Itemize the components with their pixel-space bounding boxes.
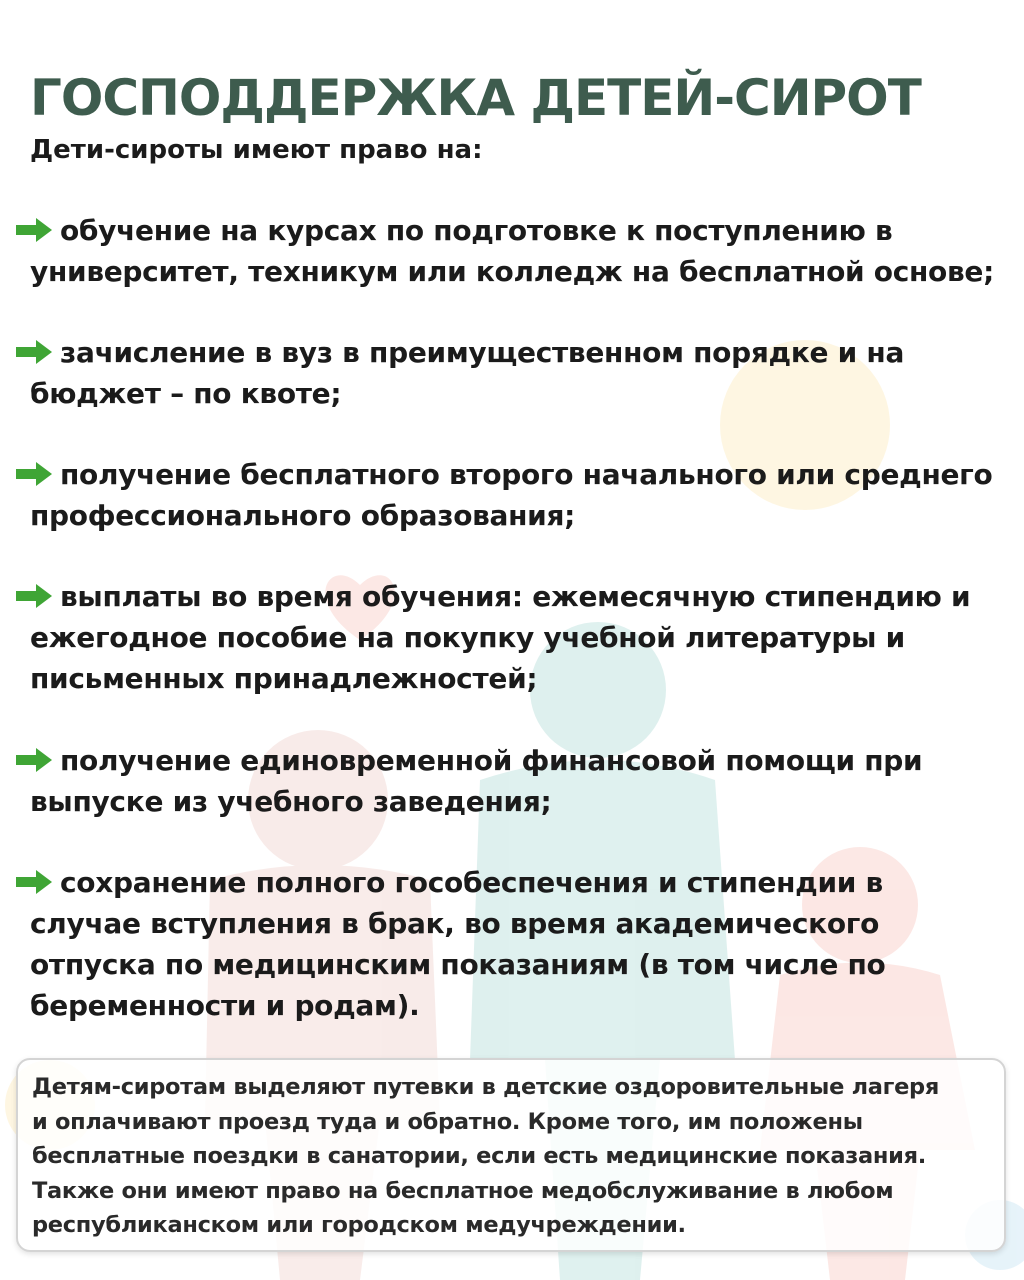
note-line: и оплачивают проезд туда и обратно. Кроме того, им положены — [32, 1108, 863, 1135]
arrow-right-icon — [14, 747, 54, 773]
right-item — [14, 740, 1004, 822]
right-item-text-cont: бюджет – по квоте; — [30, 377, 342, 410]
note-line: республиканском или городском медучреждении. — [32, 1212, 686, 1238]
arrow-right-icon — [14, 583, 54, 609]
right-item-text: выплаты во время обучения: ежемесячную стипендию и — [60, 580, 971, 613]
right-item-text-cont: университет, техникум или колледж на бесплатной основе; — [30, 255, 994, 288]
right-item-text-cont: выпуске из учебного заведения; — [30, 785, 552, 818]
page-title: ГОСПОДДЕРЖКА ДЕТЕЙ-СИРОТ — [30, 69, 921, 127]
right-item-text-cont: ежегодное пособие на покупку учебной литературы и — [30, 621, 905, 654]
arrow-right-icon — [14, 339, 54, 365]
right-item-text-cont: беременности и родам). — [30, 989, 420, 1022]
right-item — [14, 576, 1004, 699]
page-subtitle: Дети-сироты имеют право на: — [30, 135, 483, 165]
right-item-text: сохранение полного гособеспечения и стипендии в — [60, 866, 883, 899]
right-item-text-cont: случае вступления в брак, во время академического — [30, 907, 880, 940]
note-line: бесплатные поездки в санатории, если есть медицинские показания. — [32, 1143, 926, 1169]
info-note-box — [16, 1058, 1006, 1252]
note-line: Детям-сиротам выделяют путевки в детские оздоровительные лагеря — [32, 1074, 940, 1100]
arrow-right-icon — [14, 217, 54, 243]
arrow-right-icon — [14, 461, 54, 487]
right-item-text: обучение на курсах по подготовке к поступлению в — [60, 214, 893, 247]
right-item-text-cont: отпуска по медицинским показаниям (в том числе по — [30, 948, 886, 981]
right-item — [14, 454, 1004, 536]
right-item-text-cont: письменных принадлежностей; — [30, 662, 538, 695]
right-item-text: получение единовременной финансовой помощи при — [60, 744, 923, 777]
right-item — [14, 862, 1004, 1026]
right-item — [14, 332, 1004, 414]
right-item-text: получение бесплатного второго начального или среднего — [60, 458, 993, 491]
right-item-text: зачисление в вуз в преимущественном порядке и на — [60, 336, 905, 369]
right-item — [14, 210, 1004, 292]
right-item-text-cont: профессионального образования; — [30, 499, 576, 532]
note-line: Также они имеют право на бесплатное медобслуживание в любом — [32, 1177, 894, 1204]
arrow-right-icon — [14, 869, 54, 895]
